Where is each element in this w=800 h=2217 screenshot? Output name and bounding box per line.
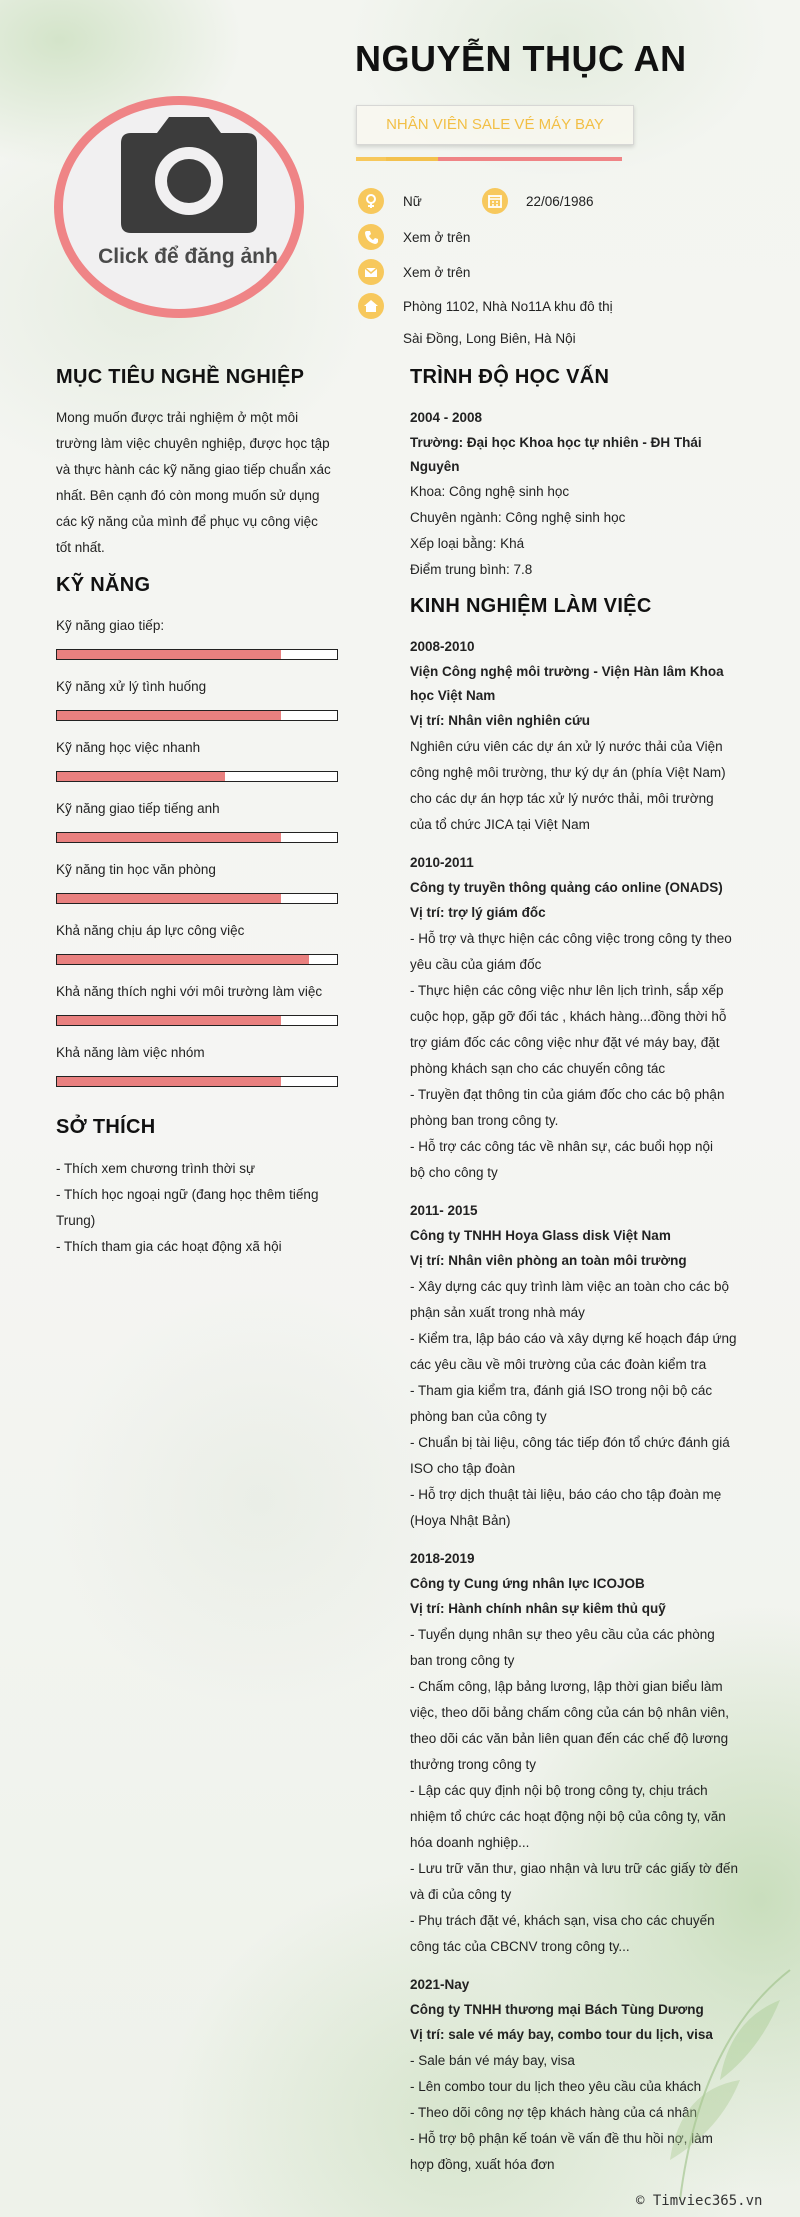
skill-label[interactable]: Khả năng thích nghi với môi trường làm việc bbox=[56, 984, 323, 999]
skill-bar bbox=[56, 832, 338, 843]
objective-line: trường làm việc chuyên nghiệp, được học tập bbox=[56, 436, 330, 451]
skill-bar-fill bbox=[57, 894, 281, 903]
job-company: học Việt Nam bbox=[410, 688, 496, 703]
job-description-line: Nghiên cứu viên các dự án xử lý nước thải của Viện bbox=[410, 739, 723, 754]
objective-line: Mong muốn được trải nghiệm ở một môi bbox=[56, 410, 299, 425]
job-description-line: công nghệ môi trường, thư ký dự án (phía Việt Nam) bbox=[410, 765, 726, 780]
job-description-line: cho các dự án hợp tác xử lý nước thải, môi trường bbox=[410, 791, 714, 806]
skill-bar-fill bbox=[57, 772, 225, 781]
job-position: Vị trí: Nhân viên nghiên cứu bbox=[410, 713, 591, 728]
job-description-line: của tổ chức JICA tại Việt Nam bbox=[410, 817, 590, 832]
hobby-line: Trung) bbox=[56, 1213, 96, 1228]
job-description-line: - Hỗ trợ và thực hiện các công việc trong công ty theo bbox=[410, 931, 732, 946]
job-description-line: - Hỗ trợ các công tác về nhân sự, các buổi họp nội bbox=[410, 1139, 714, 1154]
objective-text[interactable] bbox=[56, 405, 356, 561]
job-description-line: theo dõi các văn bản liên quan đến các chế độ lương bbox=[410, 1731, 729, 1746]
skill-bar bbox=[56, 893, 338, 904]
objective-line: các kỹ năng của mình để phục vụ công việc bbox=[56, 514, 318, 529]
job-entry[interactable] bbox=[410, 1546, 746, 1960]
job-title[interactable]: NHÂN VIÊN SALE VÉ MÁY BAY bbox=[356, 105, 634, 145]
job-description-line: hợp đồng, xuất hóa đơn bbox=[410, 2157, 555, 2172]
job-period: 2021-Nay bbox=[410, 1977, 470, 1992]
job-description-line: - Xây dựng các quy trình làm việc an toàn cho các bộ bbox=[410, 1279, 729, 1294]
job-description-line: cuộc họp, gặp gỡ đối tác , khách hàng...đồng thời hỗ bbox=[410, 1009, 727, 1024]
job-description-line: - Thực hiện các công việc như lên lịch trình, sắp xếp bbox=[410, 983, 724, 998]
skill-bar bbox=[56, 1076, 338, 1087]
skill-label[interactable]: Khả năng chịu áp lực công việc bbox=[56, 923, 245, 938]
phone-value[interactable]: Xem ở trên bbox=[403, 230, 471, 245]
skill-bar bbox=[56, 710, 338, 721]
job-period: 2011- 2015 bbox=[410, 1203, 478, 1218]
skill-label[interactable]: Kỹ năng giao tiếp: bbox=[56, 618, 165, 633]
education-school: Trường: Đại học Khoa học tự nhiên - ĐH Thái bbox=[410, 435, 702, 450]
job-description-line: - Hỗ trợ bộ phận kế toán về vấn đề thu hồi nợ, làm bbox=[410, 2131, 713, 2146]
job-entry[interactable] bbox=[410, 634, 746, 838]
skill-bar bbox=[56, 954, 338, 965]
job-position: Vị trí: Hành chính nhân sự kiêm thủ quỹ bbox=[410, 1601, 666, 1616]
skill-bar bbox=[56, 1015, 338, 1026]
leaf-decoration-icon bbox=[620, 1960, 800, 2210]
education-major: Chuyên ngành: Công nghệ sinh học bbox=[410, 510, 626, 525]
objective-heading: MỤC TIÊU NGHỀ NGHIỆP bbox=[56, 366, 305, 388]
avatar-upload[interactable] bbox=[54, 96, 306, 314]
skill-bar-fill bbox=[57, 1077, 281, 1086]
address-line-1[interactable]: Phòng 1102, Nhà No11A khu đô thị bbox=[403, 299, 613, 314]
education-gpa: Điểm trung bình: 7.8 bbox=[410, 562, 533, 577]
avatar-circle[interactable] bbox=[54, 96, 304, 318]
job-entry[interactable] bbox=[410, 1198, 746, 1534]
hobby-line: - Thích học ngoại ngữ (đang học thêm tiếng bbox=[56, 1187, 319, 1202]
hobbies-text[interactable] bbox=[56, 1156, 318, 1260]
title-underline bbox=[356, 157, 622, 161]
job-description-line: phòng ban của công ty bbox=[410, 1409, 547, 1424]
gender-value[interactable]: Nữ bbox=[403, 194, 422, 209]
education-period: 2004 - 2008 bbox=[410, 410, 483, 425]
job-description-line: - Chấm công, lập bảng lương, lập thời gian biểu làm bbox=[410, 1679, 723, 1694]
gender-icon bbox=[358, 188, 384, 214]
job-description-line: bộ cho công ty bbox=[410, 1165, 498, 1180]
job-description-line: hóa doanh nghiệp... bbox=[410, 1835, 530, 1850]
birthday-value[interactable]: 22/06/1986 bbox=[526, 194, 594, 209]
email-icon bbox=[358, 259, 384, 285]
job-description-line: - Sale bán vé máy bay, visa bbox=[410, 2053, 575, 2068]
job-description-line: phòng ban trong công ty. bbox=[410, 1113, 559, 1128]
job-period: 2008-2010 bbox=[410, 639, 475, 654]
skill-bar bbox=[56, 649, 338, 660]
objective-line: tốt nhất. bbox=[56, 540, 105, 555]
job-description-line: - Lưu trữ văn thư, giao nhận và lưu trữ các giấy tờ đến bbox=[410, 1861, 738, 1876]
phone-icon bbox=[358, 224, 384, 250]
job-position: Vị trí: trợ lý giám đốc bbox=[410, 905, 546, 920]
job-company: Công ty truyền thông quảng cáo online (ONADS) bbox=[410, 880, 723, 895]
skill-bar bbox=[56, 771, 338, 782]
job-description-line: phận sản xuất trong nhà máy bbox=[410, 1305, 585, 1320]
address-line-2[interactable]: Sài Đồng, Long Biên, Hà Nội bbox=[403, 331, 576, 346]
job-company: Công ty TNHH thương mại Bách Tùng Dương bbox=[410, 2002, 704, 2017]
email-value[interactable]: Xem ở trên bbox=[403, 265, 471, 280]
education-rank: Xếp loại bằng: Khá bbox=[410, 536, 525, 551]
avatar-label[interactable]: Click để đăng ảnh bbox=[98, 245, 278, 268]
job-description-line: - Lập các quy định nội bộ trong công ty, chịu trách bbox=[410, 1783, 708, 1798]
education-heading: TRÌNH ĐỘ HỌC VẤN bbox=[410, 366, 610, 388]
job-description-line: trợ giám đốc các công việc như đặt vé máy bay, đặt bbox=[410, 1035, 720, 1050]
skill-bar-fill bbox=[57, 711, 281, 720]
job-description-line: các yêu cầu về môi trường của các đoàn kiểm tra bbox=[410, 1357, 707, 1372]
watermark: © Timviec365.vn bbox=[636, 2193, 763, 2209]
candidate-name[interactable]: NGUYỄN THỤC AN bbox=[355, 38, 687, 79]
job-position: Vị trí: Nhân viên phòng an toàn môi trường bbox=[410, 1253, 687, 1268]
skill-label[interactable]: Kỹ năng tin học văn phòng bbox=[56, 862, 216, 877]
job-description-line: - Kiểm tra, lập báo cáo và xây dựng kế hoạch đáp ứng bbox=[410, 1331, 737, 1346]
job-description-line: và đi của công ty bbox=[410, 1887, 512, 1902]
job-company: Công ty TNHH Hoya Glass disk Việt Nam bbox=[410, 1228, 671, 1243]
job-description-line: - Theo dõi công nợ tệp khách hàng của cá nhân bbox=[410, 2105, 698, 2120]
job-description-line: - Tham gia kiểm tra, đánh giá ISO trong nội bộ các bbox=[410, 1383, 713, 1398]
job-description-line: ban trong công ty bbox=[410, 1653, 515, 1668]
job-position: Vị trí: sale vé máy bay, combo tour du lịch, visa bbox=[410, 2027, 713, 2042]
job-description-line: công tác của CBCNV trong công ty... bbox=[410, 1939, 630, 1954]
skill-bar-fill bbox=[57, 1016, 281, 1025]
hobbies-heading: SỞ THÍCH bbox=[56, 1116, 156, 1138]
job-description-line: - Phụ trách đặt vé, khách sạn, visa cho các chuyến bbox=[410, 1913, 715, 1928]
hobby-line: - Thích tham gia các hoạt động xã hội bbox=[56, 1239, 282, 1254]
calendar-icon bbox=[482, 188, 508, 214]
skill-label[interactable]: Kỹ năng giao tiếp tiếng anh bbox=[56, 801, 220, 816]
skill-label[interactable]: Kỹ năng xử lý tình huống bbox=[56, 679, 207, 694]
job-description-line: (Hoya Nhật Bản) bbox=[410, 1513, 511, 1528]
education-faculty: Khoa: Công nghệ sinh học bbox=[410, 484, 570, 499]
job-description-line: - Truyền đạt thông tin của giám đốc cho các bộ phận bbox=[410, 1087, 725, 1102]
skill-bar-fill bbox=[57, 955, 309, 964]
job-description-line: thưởng trong công ty bbox=[410, 1757, 536, 1772]
objective-line: nhất. Bên cạnh đó còn mong muốn sử dụng bbox=[56, 488, 320, 503]
job-description-line: phòng khách sạn cho các chuyến công tác bbox=[410, 1061, 666, 1076]
job-description-line: yêu cầu của giám đốc bbox=[410, 957, 542, 972]
job-company: Công ty Cung ứng nhân lực ICOJOB bbox=[410, 1576, 645, 1591]
job-description-line: - Hỗ trợ dịch thuật tài liệu, báo cáo cho tập đoàn mẹ bbox=[410, 1487, 722, 1502]
skill-label[interactable]: Khả năng làm việc nhóm bbox=[56, 1045, 205, 1060]
camera-icon bbox=[119, 115, 259, 235]
job-entry[interactable] bbox=[410, 850, 746, 1186]
objective-line: và thực hành các kỹ năng giao tiếp chuẩn xác bbox=[56, 462, 331, 477]
skills-heading: KỸ NĂNG bbox=[56, 574, 151, 596]
skill-bar-fill bbox=[57, 650, 281, 659]
job-period: 2010-2011 bbox=[410, 855, 474, 870]
hobby-line: - Thích xem chương trình thời sự bbox=[56, 1161, 256, 1176]
job-company: Viện Công nghệ môi trường - Viện Hàn lâm Khoa bbox=[410, 664, 724, 679]
job-description-line: ISO cho tập đoàn bbox=[410, 1461, 516, 1476]
job-description-line: - Chuẩn bị tài liệu, công tác tiếp đón tổ chức đánh giá bbox=[410, 1435, 730, 1450]
job-description-line: việc, theo dõi bảng chấm công của cán bộ nhân viên, bbox=[410, 1705, 729, 1720]
job-period: 2018-2019 bbox=[410, 1551, 475, 1566]
job-description-line: - Lên combo tour du lịch theo yêu cầu của khách bbox=[410, 2079, 702, 2094]
education-block[interactable] bbox=[410, 405, 745, 583]
skill-label[interactable]: Kỹ năng học việc nhanh bbox=[56, 740, 201, 755]
job-description-line: nhiệm tổ chức các hoạt động nội bộ của công ty, văn bbox=[410, 1809, 726, 1824]
skill-bar-fill bbox=[57, 833, 281, 842]
experience-heading: KINH NGHIỆM LÀM VIỆC bbox=[410, 595, 652, 617]
home-icon bbox=[358, 293, 384, 319]
education-school-cont: Nguyên bbox=[410, 459, 460, 474]
job-description-line: - Tuyển dụng nhân sự theo yêu cầu của các phòng bbox=[410, 1627, 715, 1642]
